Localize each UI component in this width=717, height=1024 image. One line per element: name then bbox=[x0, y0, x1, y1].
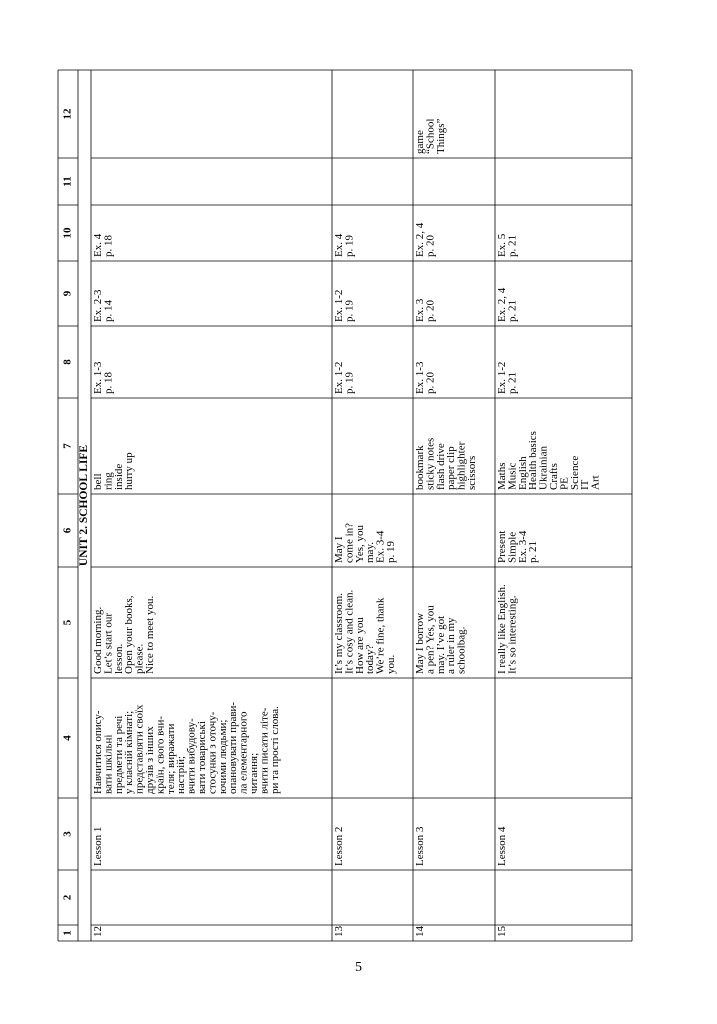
cell-line: Maths bbox=[496, 462, 508, 490]
cell-speech-patterns bbox=[333, 589, 397, 674]
cell-objectives bbox=[92, 702, 281, 794]
cell-line: Ex. 1-2 bbox=[333, 361, 345, 394]
cell-line: p. 14 bbox=[102, 300, 115, 322]
cell-line: Crafts bbox=[548, 463, 560, 490]
cell-col-10 bbox=[414, 222, 436, 257]
cell-line: Simple bbox=[506, 531, 519, 563]
cell-line: 15 bbox=[496, 926, 508, 937]
cell-line: come in? bbox=[343, 522, 356, 563]
cell-line: предмети та речі bbox=[112, 715, 125, 794]
cell-line: p. 19 bbox=[343, 300, 356, 322]
cell-row-number bbox=[414, 926, 426, 938]
cell-speech-patterns bbox=[92, 595, 156, 674]
cell-line: Ex. 1-2 bbox=[496, 361, 508, 394]
column-header: 9 bbox=[61, 290, 74, 297]
cell-line: вати шкільні bbox=[102, 734, 115, 794]
cell-line: 13 bbox=[333, 926, 345, 937]
cell-line: How are you bbox=[353, 617, 366, 674]
cell-line: lesson. bbox=[112, 643, 125, 674]
cell-line: Ex. 1-3 bbox=[92, 361, 104, 394]
column-header: 11 bbox=[61, 176, 74, 187]
column-header: 4 bbox=[61, 735, 74, 741]
cell-line: Ex. 3-4 bbox=[516, 530, 529, 563]
cell-line: p. 19 bbox=[343, 235, 356, 257]
cell-line: Present bbox=[496, 530, 508, 563]
cell-vocabulary bbox=[496, 431, 602, 490]
cell-line: країн, свого вчи- bbox=[154, 715, 167, 794]
cell-line: вати товариські bbox=[196, 721, 208, 794]
cell-line: you. bbox=[385, 654, 397, 674]
cell-line: Ex. 4 bbox=[333, 233, 345, 257]
cell-line: Science bbox=[568, 455, 581, 490]
cell-line: Ex. 3-4 bbox=[374, 530, 387, 563]
cell-line: p. 21 bbox=[506, 235, 519, 257]
cell-line: Ex. 2, 4 bbox=[496, 287, 508, 322]
column-header: 5 bbox=[61, 619, 74, 626]
cell-vocabulary bbox=[92, 452, 135, 490]
cell-col-9 bbox=[92, 289, 114, 322]
cell-col-9 bbox=[333, 290, 355, 322]
cell-line: Ex. 3 bbox=[414, 298, 426, 322]
cell-line: Good morning. bbox=[92, 606, 104, 674]
cell-line: inside bbox=[112, 463, 125, 490]
cell-line: I really like English. bbox=[496, 584, 508, 674]
cell-line: paper clip bbox=[445, 446, 458, 490]
cell-line: p. 21 bbox=[527, 541, 540, 563]
cell-line: у класній кімнаті; bbox=[123, 710, 136, 794]
cell-line: May I bbox=[333, 536, 345, 563]
column-header: 3 bbox=[61, 831, 74, 837]
cell-line: Навчитися опису- bbox=[92, 710, 104, 794]
cell-line: Lesson 4 bbox=[496, 826, 508, 866]
cell-line: Lesson 2 bbox=[333, 826, 345, 866]
cell-line: p. 18 bbox=[102, 235, 115, 257]
column-header: 1 bbox=[61, 930, 74, 936]
cell-line: теля; виражати bbox=[164, 723, 177, 794]
cell-line: Ex. 5 bbox=[496, 233, 508, 257]
cell-line: ючими людьми; bbox=[216, 719, 229, 794]
cell-line: Art bbox=[589, 475, 602, 490]
cell-line: Ex. 2-3 bbox=[92, 289, 104, 322]
cell-line: стосунки з оточу- bbox=[206, 711, 219, 794]
cell-line: game bbox=[414, 130, 426, 154]
table-body bbox=[92, 118, 602, 937]
cell-line: ри та прості слова. bbox=[268, 706, 281, 794]
cell-lesson-name bbox=[496, 826, 508, 866]
cell-line: may. I’ve got bbox=[434, 615, 447, 674]
cell-line: We’re fine, thank bbox=[374, 597, 387, 674]
table-grid bbox=[58, 70, 632, 941]
cell-col-9 bbox=[414, 298, 436, 322]
cell-col-10 bbox=[333, 233, 355, 257]
cell-speech-patterns bbox=[414, 605, 468, 674]
cell-line: please. bbox=[133, 643, 146, 674]
cell-line: ring bbox=[102, 472, 115, 490]
cell-line: Music bbox=[506, 462, 519, 490]
cell-line: scissors bbox=[466, 455, 478, 490]
column-header: 8 bbox=[61, 359, 74, 365]
cell-line: a ruler in my bbox=[445, 617, 458, 674]
cell-line: представляти своїх bbox=[133, 704, 146, 794]
cell-line: 12 bbox=[92, 926, 104, 937]
cell-line: It’s my classroom. bbox=[333, 593, 345, 674]
cell-col-8 bbox=[414, 361, 436, 394]
cell-line: Ex. 1-3 bbox=[414, 361, 426, 394]
cell-line: English bbox=[516, 456, 529, 490]
cell-row-number bbox=[92, 926, 104, 937]
column-header: 10 bbox=[61, 227, 74, 239]
cell-line: today? bbox=[364, 644, 377, 674]
column-header: 7 bbox=[61, 443, 74, 449]
cell-line: вчити писати літе- bbox=[258, 707, 271, 794]
cell-line: may. bbox=[364, 542, 377, 563]
cell-col-8 bbox=[496, 362, 518, 394]
cell-line: It’s cosy and clean. bbox=[343, 589, 356, 674]
cell-line: 14 bbox=[414, 926, 426, 937]
cell-line: hurry up bbox=[123, 452, 136, 490]
cell-line: p. 19 bbox=[385, 541, 397, 563]
cell-line: highlighter bbox=[455, 441, 468, 490]
cell-vocabulary bbox=[414, 438, 478, 490]
cell-line: p. 21 bbox=[506, 372, 519, 394]
page-number: 5 bbox=[355, 960, 362, 975]
cell-line: друзів з інших bbox=[144, 726, 156, 794]
cell-line: ла елементарного bbox=[237, 711, 250, 794]
cell-line: IT bbox=[579, 479, 592, 490]
cell-line: bookmark bbox=[414, 445, 426, 490]
cell-line: настрій; bbox=[175, 755, 188, 794]
cell-col-9 bbox=[496, 287, 518, 322]
cell-lesson-name bbox=[92, 827, 104, 866]
cell-col-8 bbox=[333, 362, 355, 394]
cell-line: flash drive bbox=[434, 443, 447, 490]
cell-line: Lesson 1 bbox=[92, 826, 104, 866]
cell-grammar bbox=[496, 530, 539, 563]
cell-line: p. 20 bbox=[424, 372, 437, 394]
cell-col-12 bbox=[414, 118, 447, 154]
cell-line: bell bbox=[92, 473, 104, 490]
cell-line: a pen? Yes, you bbox=[424, 605, 437, 674]
cell-lesson-name bbox=[333, 827, 345, 866]
column-header-row bbox=[62, 108, 74, 936]
cell-line: Ukrainian bbox=[537, 446, 550, 490]
column-header: 2 bbox=[61, 894, 74, 901]
cell-line: sticky notes bbox=[424, 437, 437, 490]
unit-title-band bbox=[78, 445, 90, 567]
column-header: 12 bbox=[61, 108, 74, 120]
unit-title: UNIT 2. SCHOOL LIFE bbox=[78, 444, 91, 567]
cell-line: читання; bbox=[248, 752, 260, 794]
cell-line: PE bbox=[558, 477, 571, 490]
cell-line: Nice to meet you. bbox=[144, 595, 156, 674]
column-header: 6 bbox=[61, 527, 74, 534]
cell-line: Ex. 1-2 bbox=[333, 289, 345, 322]
cell-line: May I borrow bbox=[414, 612, 426, 674]
cell-line: It’s so interesting. bbox=[506, 595, 519, 674]
cell-line: p. 21 bbox=[506, 300, 519, 322]
cell-line: Yes, you bbox=[353, 524, 366, 563]
cell-col-10 bbox=[92, 233, 114, 257]
cell-col-10 bbox=[496, 233, 518, 257]
cell-line: Ex. 2, 4 bbox=[414, 222, 426, 257]
cell-row-number bbox=[333, 926, 345, 938]
cell-row-number bbox=[496, 926, 508, 938]
cell-lesson-name bbox=[414, 826, 426, 866]
cell-line: Let’s start our bbox=[102, 612, 115, 674]
cell-line: Ex. 4 bbox=[92, 233, 104, 257]
cell-line: Lesson 3 bbox=[414, 826, 426, 866]
cell-line: “School bbox=[424, 118, 437, 154]
cell-line: p. 20 bbox=[424, 300, 437, 322]
cell-line: Open your books, bbox=[123, 595, 136, 674]
cell-line: опановувати прави- bbox=[227, 701, 240, 794]
cell-line: Health basics bbox=[527, 431, 540, 490]
cell-col-8 bbox=[92, 361, 114, 394]
cell-line: Things” bbox=[434, 118, 447, 154]
cell-line: вчити вибудову- bbox=[185, 718, 198, 794]
cell-line: schoolbag. bbox=[455, 626, 468, 674]
cell-line: p. 19 bbox=[343, 372, 356, 394]
cell-line: p. 20 bbox=[424, 235, 437, 257]
cell-line: p. 18 bbox=[102, 372, 115, 394]
cell-grammar bbox=[333, 523, 397, 563]
cell-speech-patterns bbox=[496, 584, 518, 674]
